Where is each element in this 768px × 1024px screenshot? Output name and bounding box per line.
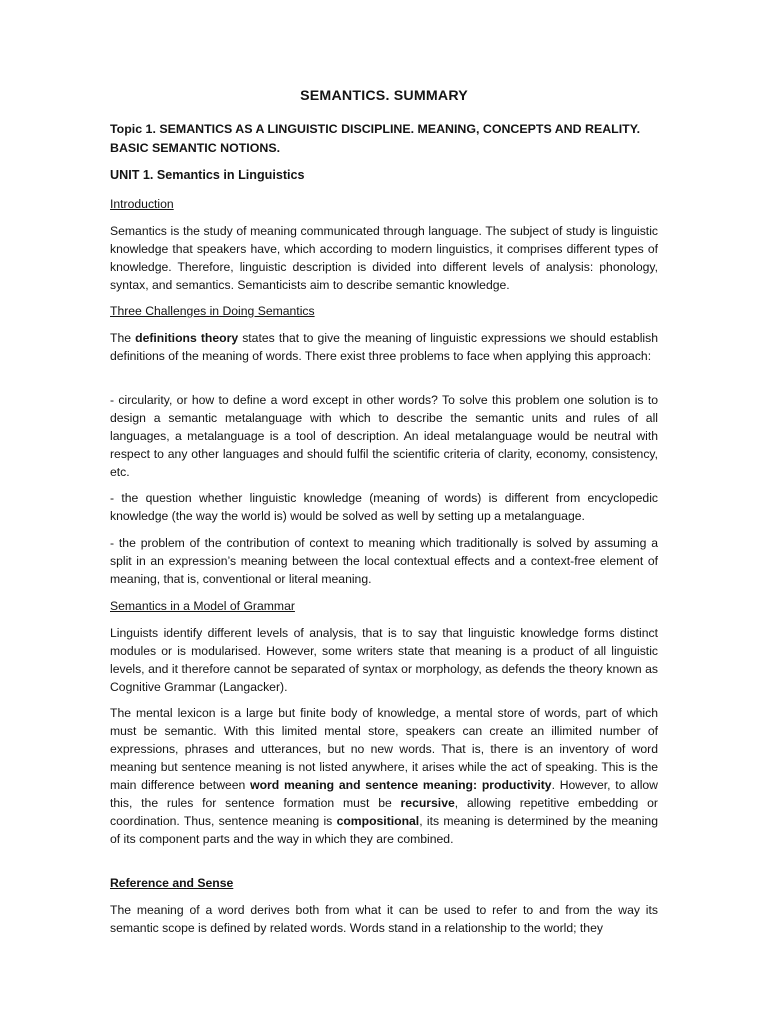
bold-term: recursive bbox=[400, 796, 455, 810]
text-span: states that to give the meaning of linguistic expressions we should establish definitions of the meaning of words. There exist three problems to face when applying this approach: bbox=[110, 331, 658, 363]
paragraph-definitions-theory bbox=[110, 329, 658, 365]
text-span: , its meaning is determined by the meaning of its component parts and the way in which they are combined. bbox=[110, 814, 658, 846]
paragraph-encyclopedic: - the question whether linguistic knowledge (meaning of words) is different from encyclopedic knowledge (the way the world is) would be solved as well by setting up a metalanguage. bbox=[110, 491, 658, 523]
topic-heading: Topic 1. SEMANTICS AS A LINGUISTIC DISCIPLINE. MEANING, CONCEPTS AND REALITY. BASIC SEMANTIC NOTIONS. bbox=[110, 122, 641, 155]
paragraph-context: - the problem of the contribution of context to meaning which traditionally is solved by assuming a split in an expression’s meaning between the local contextual effects and a context-free element of meaning, that is, conventional or literal meaning. bbox=[110, 536, 658, 586]
section-heading-grammar: Semantics in a Model of Grammar bbox=[110, 599, 295, 613]
text-span: . However, to allow this, the rules for sentence formation must be bbox=[110, 778, 658, 810]
text-span: The bbox=[110, 331, 136, 345]
unit-heading: UNIT 1. Semantics in Linguistics bbox=[110, 168, 305, 182]
document-title: SEMANTICS. SUMMARY bbox=[300, 88, 468, 104]
paragraph-introduction: Semantics is the study of meaning communicated through language. The subject of study is linguistic knowledge that speakers have, which according to modern linguistics, it comprises different types of knowledge. Therefore, linguistic description is divided into different levels of analysis: phonology, syntax, and semantics. Semanticists aim to describe semantic knowledge. bbox=[110, 224, 658, 292]
paragraph-circularity: - circularity, or how to define a word except in other words? To solve this problem one solution is to design a semantic metalanguage with which to describe the semantic units and rules of all languages, a metalanguage is a tool of description. An ideal metalanguage would be neutral with respect to any other languages and should fulfil the scientific criteria of clarity, economy, consistency, etc. bbox=[110, 393, 658, 479]
text-span: The mental lexicon is a large but finite body of knowledge, a mental store of words, part of which must be semantic. With this limited mental store, speakers can create an illimited number of expressions, phrases and utterances, but no new words. That is, there is an inventory of word meaning but sentence meaning is not listed anywhere, it arises while the act of speaking. This is the main difference between bbox=[110, 706, 658, 792]
bold-term: definitions theory bbox=[135, 331, 239, 345]
section-heading-introduction: Introduction bbox=[110, 197, 174, 211]
section-heading-challenges: Three Challenges in Doing Semantics bbox=[110, 304, 315, 318]
bold-term: word meaning and sentence meaning: productivity bbox=[250, 778, 552, 792]
section-heading-reference: Reference and Sense bbox=[110, 876, 234, 890]
bold-term: compositional bbox=[336, 814, 420, 828]
paragraph-reference-and-sense: The meaning of a word derives both from what it can be used to refer to and from the way its semantic scope is defined by related words. Words stand in a relationship to the world; they bbox=[110, 903, 658, 935]
paragraph-mental-lexicon bbox=[110, 704, 658, 848]
text-span: , allowing repetitive embedding or coordination. Thus, sentence meaning is bbox=[110, 796, 658, 828]
paragraph-levels-of-analysis: Linguists identify different levels of analysis, that is to say that linguistic knowledge forms distinct modules or is modularised. However, some writers state that meaning is a product of all linguistic levels, and it therefore cannot be separated of syntax or morphology, as defends the theory known as Cognitive Grammar (Langacker). bbox=[110, 626, 658, 694]
